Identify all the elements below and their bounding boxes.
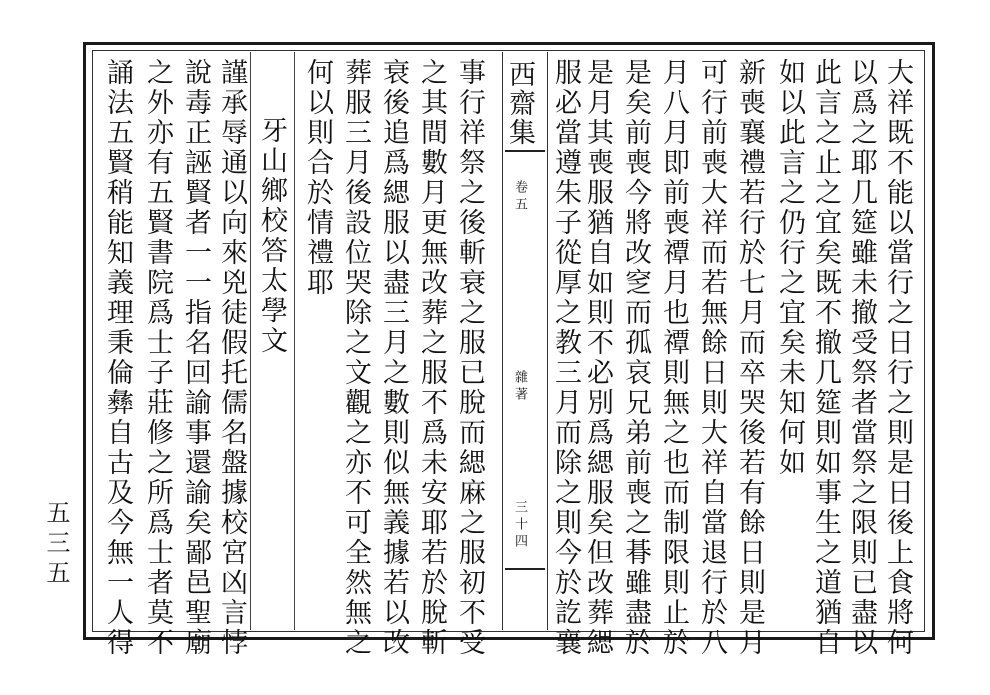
book-title: 西齋集 — [504, 60, 535, 147]
text-column-18: 說毒正誣賢者一一指名回諭事還諭矣鄙邑聖廟 — [180, 58, 211, 658]
text-column-11: 事行祥祭之後斬衰之服已脫而緦麻之服初不受 — [454, 58, 485, 658]
section-label: 雜著 — [512, 370, 527, 404]
column-rule — [250, 52, 251, 630]
text-column-4: 如以此言之仍行之宜矣未知何如 — [774, 58, 805, 478]
text-column-10: 服必當遵朱子從厚之教三月而除之則今於訖襄 — [550, 58, 581, 658]
text-column-19: 之外亦有五賢書院爲士子莊修之所爲士者莫不 — [142, 58, 173, 658]
text-column-17: 謹承辱通以向來兇徒假托儒名盤據校宮凶言悖 — [216, 58, 247, 658]
text-column-9: 是月其喪服猶自如則不必別爲緦服矣但改葬緦 — [582, 58, 613, 658]
page-number: 五三五 — [42, 500, 70, 590]
text-column-6: 可行前喪大祥而若無餘日則大祥自當退行於八 — [696, 58, 727, 658]
center-divider — [505, 150, 545, 152]
text-column-8: 是矣前喪今將改窆而孤哀兄弟前喪之朞雖盡於 — [620, 58, 651, 658]
article-heading: 牙山鄉校答太學文 — [256, 116, 287, 356]
text-column-14: 葬服三月後設位哭除之文觀之亦不可全然無之 — [340, 58, 371, 658]
volume-label: 卷五 — [512, 180, 527, 214]
text-column-7: 月八月即前喪禫月也禫則無之也而制限則止於 — [658, 58, 689, 658]
text-column-20: 誦法五賢稍能知義理秉倫彝自古及今無一人得 — [102, 58, 133, 658]
text-column-2: 以爲之耶几筵雖未撤受祭者當祭之限則已盡以 — [846, 58, 877, 658]
column-rule — [294, 52, 295, 630]
text-column-15: 何以則合於情禮耶 — [302, 58, 333, 298]
text-column-12: 之其間數月更無改葬之服不爲未安耶若於脫斬 — [416, 58, 447, 658]
folio-number: 三十四 — [512, 500, 527, 551]
text-column-3: 此言之止之宜矣既不撤几筵則如事生之道猶自 — [810, 58, 841, 658]
center-divider-bottom — [505, 568, 545, 570]
text-column-13: 衰後追爲緦服以盡三月之數則似無義據若以改 — [378, 58, 409, 658]
text-column-5: 新喪襄禮若行於七月而卒哭後若有餘日則是月 — [734, 58, 765, 658]
text-column-1: 大祥既不能以當行之日行之則是日後上食將何 — [882, 58, 913, 658]
